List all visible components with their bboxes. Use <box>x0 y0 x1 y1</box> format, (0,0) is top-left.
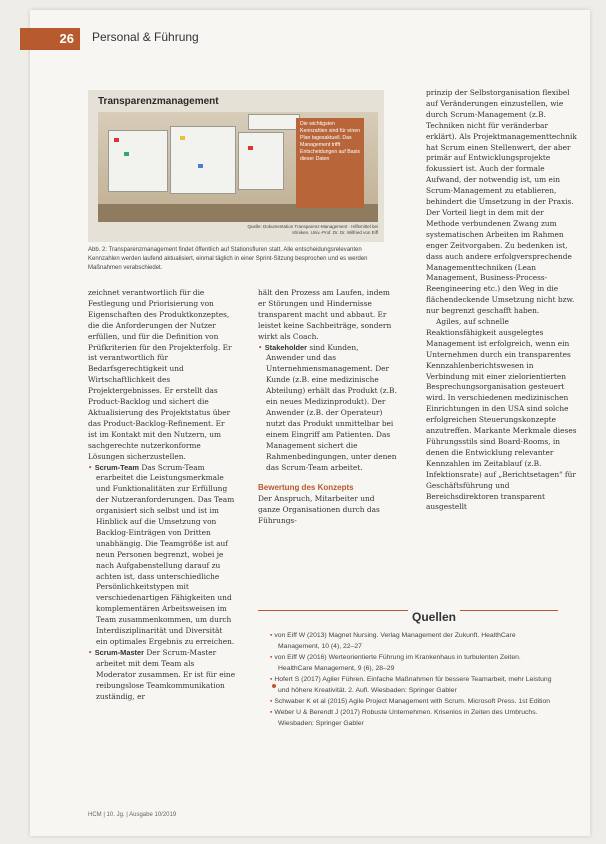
column-right <box>426 88 578 513</box>
sources-box <box>258 604 558 812</box>
source-item: ▪ Schwaber K et al (2015) Agile Project Management with Scrum. Microsoft Press. 1st Edition <box>270 696 554 707</box>
accent-dot <box>272 684 276 688</box>
paragraph: hält den Prozess am Laufen, indem er Störungen und Hindernisse transparent macht und abbaut. Er leistet keine Sachbeiträge, sondern wirkt als Coach. <box>258 288 392 341</box>
photo-note <box>198 164 203 168</box>
bullet-stakeholder <box>258 343 398 474</box>
section-title: Personal & Führung <box>92 30 199 44</box>
source-item: ▪ Weber U & Berendt J (2017) Robuste Unternehmen. Krisenlos in Zeiten des Umbruchs. Wiesbaden: Springer Gabler <box>270 707 554 729</box>
bullet-term: Scrum-Master <box>94 647 145 657</box>
paragraph: Agiles, auf schnelle Reaktionsfähigkeit ausgelegtes Management ist erfolgreich, wenn ein Unternehmen durch ein transparentes Kennzahlenberichtswesen in Verbindung mit einer zielorientierten Besprechungsorganisation gesteuert wird. In verschiedenen medizinischen Einrichtungen in den USA sind solche erfolgreichen Steuerungskonzepte anzutreffen. Markante Merkmale dieses Führungsstils sind Board-Rooms, in denen die Entwicklung relevanter Kennzahlen im Zeitablauf (z.B. Infektionsrate) auf „Berichtsetagen" für Geschäftsführung und Bereichsdirektoren transparent ausgestellt <box>426 317 577 512</box>
source-item: ▪ von Eiff W (2013) Magnet Nursing. Verlag Management der Zukunft. HealthCare Management, 10 (4), 22–27 <box>270 630 554 652</box>
figure-overlay-note: Die wichtigsten Kennzahlen sind für einen Plan tagesaktuell. Das Management trifft Entscheidungen auf Basis dieser Daten <box>296 118 364 208</box>
bullet-term: Scrum-Team <box>94 462 139 472</box>
bullet-term: Stakeholder <box>264 342 308 352</box>
bullet-scrum-team <box>88 463 236 648</box>
sources-heading: Quellen <box>408 610 460 624</box>
figure-caption: Abb. 2: Transparenzmanagement findet öffentlich auf Stationsfluren statt. Alle entscheidungsrelevanten Kennzahlen werden laufend aktualisiert, einmal täglich in einer Sprint-Sitzung besprochen und es werden Maßnahmen verabschiedet. <box>88 247 368 271</box>
photo-note <box>124 152 129 156</box>
column-left <box>88 288 236 702</box>
photo-note <box>248 146 253 150</box>
bullet-scrum-master <box>88 648 236 703</box>
bullet-text: Das Scrum-Team erarbeitet die Leistungsmerkmale und Funktionalitäten zur Erfüllung der Nutzeranforderungen. Das Team organisiert sich selbst und ist im Hinblick auf die Umsetzung von Backlog-Einträgen von Dritten unabhängig. Die Teamgröße ist auf neun Personen begrenzt, wobei je nach Aufgabenstellung darauf zu achten ist, dass unterschiedliche Persönlichkeitstypen mit verschiedenartigen Fähigkeiten und komplementären Arbeitsweisen im Team zusammenkommen, um durch Interdisziplinarität und Diversität ein optimales Ergebnis zu erreichen. <box>96 462 235 646</box>
paragraph: zeichnet verantwortlich für die Festlegung und Priorisierung von Eigenschaften des Produktkonzeptes, die die Anforderungen der Nutzer erfüllen, und für die Definition von Prüfkriterien für den Projekterfolg. Er ist verantwortlich für Bedarfsgerechtigkeit und Wirtschaftlichkeit des Projektergebnisses. Er erstellt das Product-Backlog und sichert die Aktualisierung des Projektstatus über das Product-Backlog-Refinement. Er ist im Kontakt mit den Nutzern, um sachgerechte nutzerkonforme Lösungen sicherzustellen. <box>88 288 232 461</box>
photo-board-3 <box>238 132 284 190</box>
paragraph: Der Anspruch, Mitarbeiter und ganze Organisationen durch das Führungs- <box>258 494 380 526</box>
bullet-text: Der Scrum-Master arbeitet mit dem Team als Moderator zusammen. Er ist für eine reibungslose Teamkommunikation zuständig, er <box>96 647 236 701</box>
photo-note <box>114 138 119 142</box>
figure-credit: Quelle: Dokumentation Transparenz-Management · Hilfsmittel bei Kliniken. Univ.-Prof. Dr. Dr. Wilfried von Eiff <box>247 224 378 235</box>
subheading: Bewertung des Konzepts <box>258 483 354 493</box>
bullet-text: sind Kunden, Anwender und das Unternehmensmanagement. Der Kunde (z.B. eine medizinische Abteilung) erhält das Produkt (z.B. ein neues Medizinprodukt). Der Anwender (z.B. der Operateur) nutzt das Produkt unmittelbar bei einem Eingriff am Patienten. Das Management sichert die Rahmenbedingungen, unter denen das Scrum-Team arbeitet. <box>266 342 397 472</box>
page-number: 26 <box>20 28 80 50</box>
paragraph: prinzip der Selbstorganisation flexibel auf Veränderungen einzustellen, wie durch Scrum-Management (z.B. Techniken nicht für veränderbar erklärt). Als Projektmanagementtechnik hat Scrum einen Stellenwert, der aber primär auf Entwicklungsprojekte fokussiert ist. Auch der formale Aufwand, der notwendig ist, um ein Scrum-Management zu etablieren, behindert die Umsetzung in der Praxis. Der Vorteil liegt in dem mit der Methode verbundenen Zwang zum systematischen Arbeiten im Rahmen enger Zeitvorgaben. Zu bedenken ist, dass auch andere erfolgversprechende Managementtechniken (Lean Management, Business-Process-Reengineering etc.) den Weg in die flächendeckende Umsetzung nicht bzw. nur begrenzt geschafft haben. <box>426 88 577 316</box>
source-item: ▪ von Eiff W (2016) Werteorientierte Führung im Krankenhaus in turbulenten Zeiten. HealthCare Management, 9 (6), 28–29 <box>270 652 554 674</box>
sources-list <box>270 630 554 729</box>
figure-title: Transparenzmanagement <box>98 96 219 107</box>
column-middle <box>258 288 398 527</box>
page-footer: HCM | 10. Jg. | Ausgabe 10/2019 <box>88 812 177 818</box>
photo-note <box>180 136 185 140</box>
source-item: ▪ Hofert S (2017) Agiler Führen. Einfache Maßnahmen für bessere Teamarbeit, mehr Leistung und höhere Kreativität. 2. Aufl. Wiesbaden: Springer Gabler <box>270 674 554 696</box>
photo-board-4 <box>248 114 300 130</box>
